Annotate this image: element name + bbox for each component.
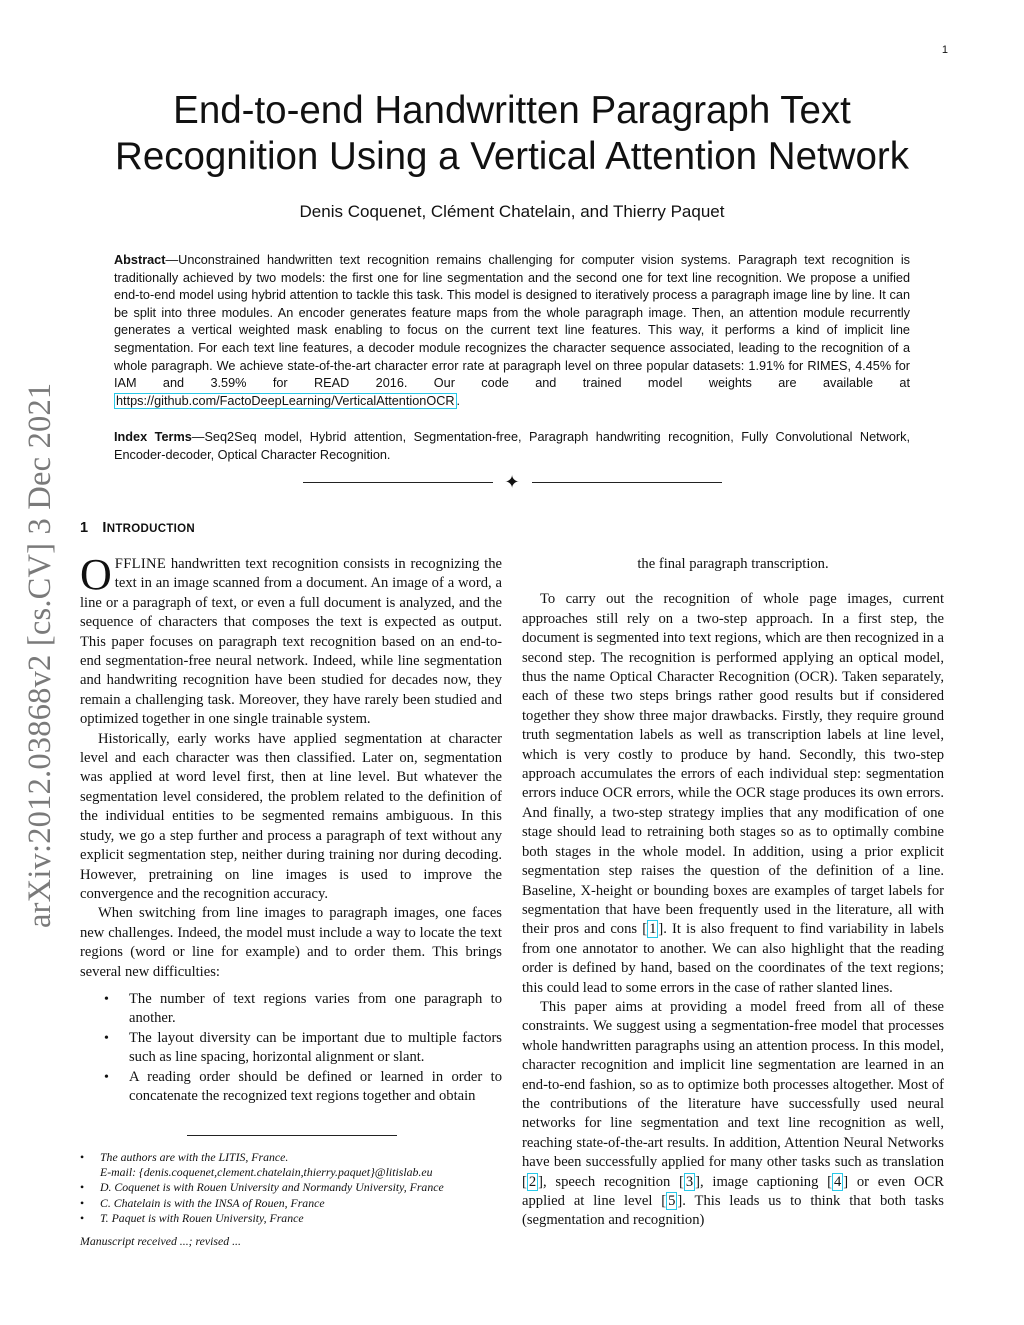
abstract xyxy=(114,252,910,410)
section-number: 1 xyxy=(80,520,89,536)
right-column xyxy=(522,555,944,1231)
citation-link[interactable]: 1 xyxy=(649,921,657,938)
separator-line-left xyxy=(303,482,493,483)
citation-link[interactable]: 4 xyxy=(833,1173,842,1190)
title-line-2: Recognition Using a Vertical Attention Network xyxy=(115,135,909,178)
footnote-email: E-mail: {denis.coquenet,clement.chatelain,thierry.paquet}@litislab.eu xyxy=(100,1165,433,1180)
intro-paragraph-1 xyxy=(80,550,502,730)
left-column xyxy=(80,550,502,1106)
right-paragraph-2: This paper aims at providing a model freed from all of these constraints. We suggest using a segmentation-free model that processes whole handwritten paragraphs using an attention process. In this model, character recognition and implicit line segmentation are learned in an end-to-end fashion, so as to optimize both processes altogether. Most of the contributions of the literature have successfully used neural networks for line segmentation and text line recognition as well, reaching state-of-the-art results. In addition, Attention Neural Networks have been successfully applied for many other tasks such as translation [ 2 ], speech recognition [ 3 ], image captioning [ 4 ] or even OCR applied at line level [ 5 ]. This leads us to think that both tasks (segmentation and recognition) xyxy=(522,998,944,1229)
footnote-bullet: • xyxy=(80,1150,85,1164)
section-title-initial: I xyxy=(102,520,107,536)
separator-line-right xyxy=(532,482,722,483)
list-item: • A reading order should be defined or learned in order to concatenate the recognized text regions together and obtain xyxy=(80,1068,502,1107)
separator-star-icon: ✦ xyxy=(504,472,520,492)
index-terms-label: Index Terms xyxy=(114,430,192,444)
index-terms xyxy=(114,429,910,464)
footnote-rule xyxy=(187,1135,397,1136)
arxiv-identifier: arXiv:2012.03868v2 [cs.CV] 3 Dec 2021 xyxy=(22,382,58,928)
right-paragraph-1: To carry out the recognition of whole page images, current approaches still rely on a two-step approach. In a first step, the document is segmented into text regions, which are then recognized in a second step. The recognition is performed applying an optical model, thus the name Optical Character Recognition (OCR). Taken separately, each of these two steps brings rather good results but if considered together they show three major drawbacks. Firstly, they require ground truth segmentation labels as well as transcription labels at line level, which is very costly to produce by hand. Secondly, this two-step approach accumulates the errors of each individual step: segmentation errors induce OCR errors, while the OCR stage produces its own errors. And finally, a two-step strategy implies that any modification of one stage should lead to retraining both stages so as to optimally combine both stages in the whole model. In addition, using a prior explicit segmentation step raises the question of the definition of a line. Baseline, X-height or bounding boxes are examples of target labels for segmentation that have been frequently used in the literature, all with their pros and cons [ 1 ]. It is also frequent to find variability in labels from one annotator to another. We can also highlight that the reading order is defined by hand, based on the coordinates of the text regions; this could lead to some errors in the case of rather slanted lines. xyxy=(522,591,944,996)
list-item: • The layout diversity can be important due to multiple factors such as line spacing, horizontal alignment or slant. xyxy=(80,1029,502,1068)
list-item: • The number of text regions varies from one paragraph to another. xyxy=(80,990,502,1029)
footnote-bullet: • xyxy=(80,1210,85,1225)
paper-title xyxy=(60,88,964,180)
citation-link[interactable]: 3 xyxy=(685,1173,694,1190)
intro-paragraph-3: When switching from line images to paragraph images, one faces new challenges. Indeed, the model must include a way to locate the text regions (word or line for example) and to order them. This brings several new difficulties: xyxy=(80,905,502,980)
code-repository-link[interactable]: https://github.com/FactoDeepLearning/VerticalAttentionOCR xyxy=(116,393,455,408)
footnote-item: • D. Coquenet is with Rouen University and Normandy University, France xyxy=(80,1180,444,1195)
title-line-1: End-to-end Handwritten Paragraph Text xyxy=(173,89,851,132)
citation-link[interactable]: 2 xyxy=(528,1173,537,1190)
footnote-bullet: • xyxy=(80,1195,85,1210)
intro-p1-text: handwritten text recognition consists in recognizing the text in an image scanned from a document. An image of a word, a line or a paragraph of text, or even a full document is analyzed, and the sequence of characters that composes the text is expected as output. This paper focuses on paragraph text recognition based on an end-to-end segmentation-free neural network. Indeed, while line segmentation and handwriting recognition have been studied for decades now, they remain a challenging task. Moreover, they have rarely been studied and optimized together in one single trainable system. xyxy=(80,556,502,728)
abstract-label: Abstract xyxy=(114,253,166,267)
abstract-end: . xyxy=(456,393,461,408)
drop-cap: O xyxy=(80,550,112,599)
difficulties-list xyxy=(80,990,502,1106)
section-title-rest: NTRODUCTION xyxy=(106,523,195,535)
right-continuation: the final paragraph transcription. xyxy=(637,556,829,572)
intro-paragraph-2: Historically, early works have applied segmentation at character level and each character was then classified. Later on, segmentation was applied at word level first, then at line level. But whatever the segmentation level considered, the problem related to the definition of the individual entities to be segmented remains ambiguous. In this study, we go a step further and process a paragraph of text without any explicit segmentation step, neither during training nor during decoding. However, pretraining on line images is used to improve the convergence and the recognition accuracy. xyxy=(80,730,502,902)
footnote-item: • T. Paquet is with Rouen University, France xyxy=(80,1210,304,1225)
footnotes xyxy=(80,1150,510,1249)
page-number: 1 xyxy=(941,44,948,56)
footnote-item: • The authors are with the LITIS, France. xyxy=(80,1150,289,1164)
section-heading xyxy=(80,520,195,536)
author-list: Denis Coquenet, Clément Chatelain, and Thierry Paquet xyxy=(299,202,725,221)
citation-link[interactable]: 5 xyxy=(668,1193,676,1209)
manuscript-received: Manuscript received ...; revised ... xyxy=(80,1234,241,1249)
footnote-bullet: • xyxy=(80,1180,85,1195)
footnote-item: • C. Chatelain is with the INSA of Rouen, France xyxy=(80,1195,325,1210)
index-terms-text: —Seq2Seq model, Hybrid attention, Segmentation-free, Paragraph handwriting recognition, Fully Convolutional Network, Encoder-decoder, Optical Character Recognition. xyxy=(114,430,910,462)
intro-smallcaps: FFLINE xyxy=(114,556,167,572)
abstract-text: —Unconstrained handwritten text recognition remains challenging for computer vision systems. Paragraph text recognition is traditionally achieved by two models: the first one for line segmentation and the second one for text line recognition. We propose a unified end-to-end model using hybrid attention to tackle this task. This model is designed to iteratively process a paragraph image line by line. It can be split into three modules. An encoder generates feature maps from the whole paragraph image. Then, an attention module recurrently generates a vertical weighted mask enabling to focus on the current text line features. This way, it performs a kind of implicit line segmentation. For each text line features, a decoder module recognizes the character sequence associated, leading to the recognition of a whole paragraph. We achieve state-of-the-art character error rate at paragraph level on three popular datasets: 1.91% for RIMES, 4.45% for IAM and 3.59% for READ 2016. Our code and trained model weights are available at xyxy=(114,253,910,391)
